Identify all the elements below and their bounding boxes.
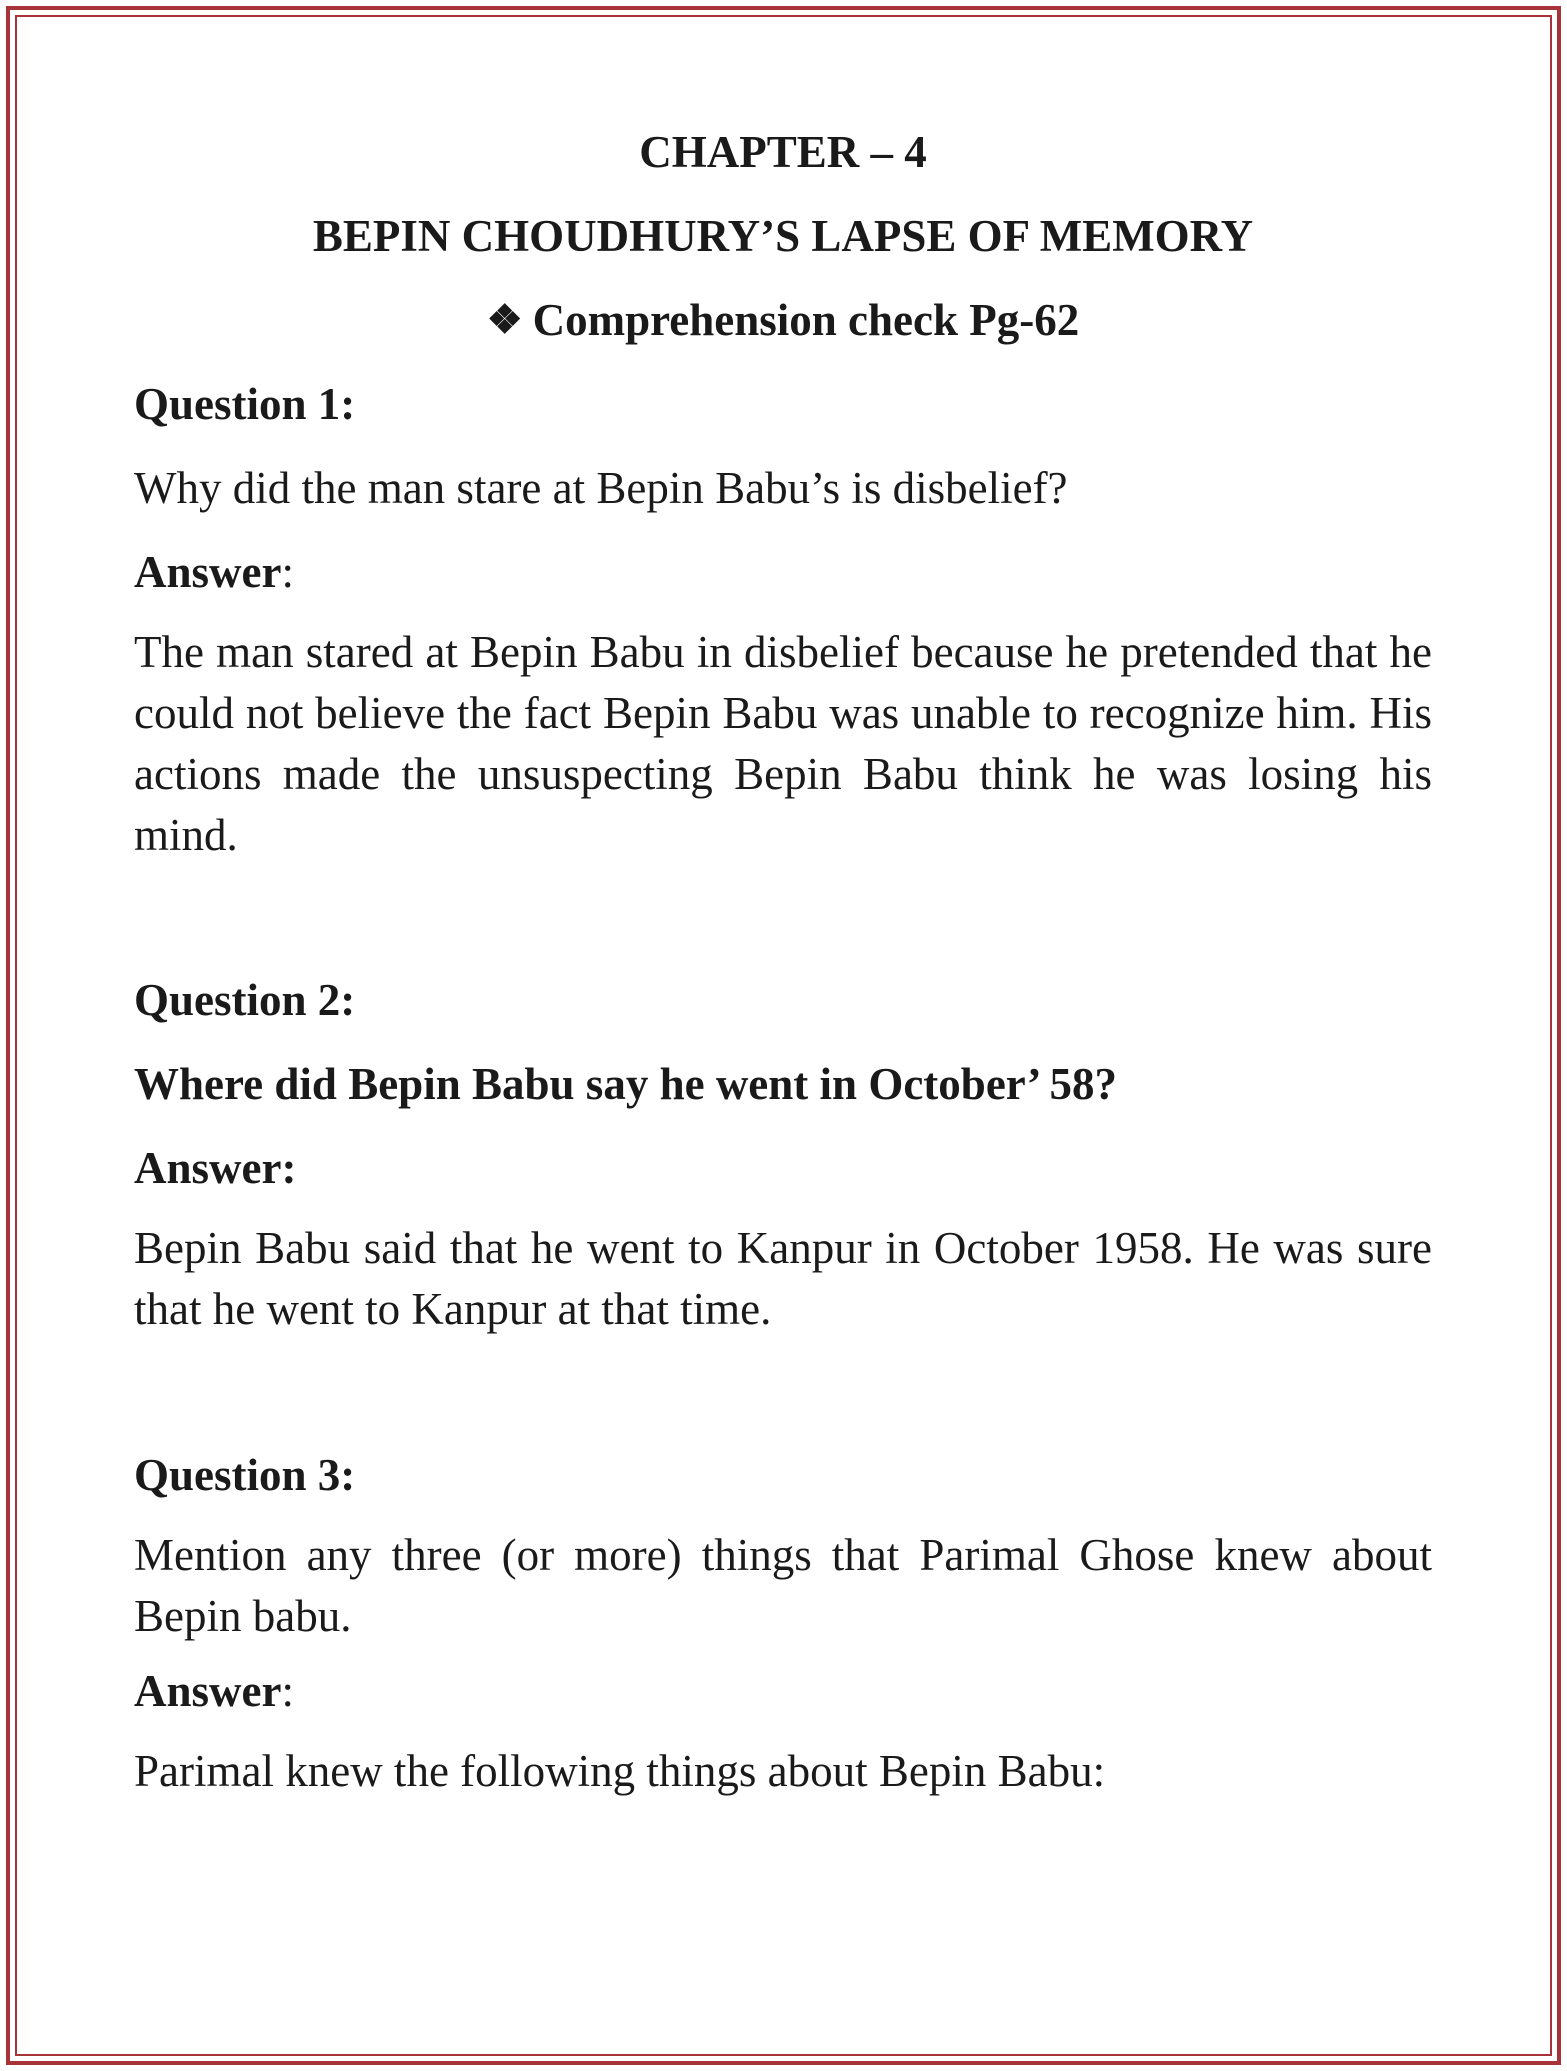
question-block-1 — [134, 379, 1432, 866]
question-label: Question 1: — [134, 379, 356, 429]
question-label: Question 3: — [134, 1450, 356, 1500]
answer-text: Bepin Babu said that he went to Kanpur in October 1958. He was sure that he went to Kanpur at that time. — [134, 1223, 1432, 1334]
diamond-bullet-icon: ❖ — [486, 297, 523, 342]
section-heading-text: Comprehension check Pg-62 — [532, 295, 1080, 345]
question-block-3 — [134, 1450, 1432, 1802]
section-heading — [134, 295, 1432, 382]
chapter-title: CHAPTER – 4 — [639, 127, 927, 177]
answer-label-text: Answer — [134, 1666, 282, 1716]
spacer — [134, 1340, 1432, 1453]
answer-text: The man stared at Bepin Babu in disbelief because he pretended that he could not believe the fact Bepin Babu was unable to recognize him. His actions made the unsuspecting Bepin Babu think he was losing his mind. — [134, 627, 1432, 860]
document-content — [134, 127, 1432, 1802]
spacer — [134, 866, 1432, 978]
answer-label-colon: : — [281, 1666, 294, 1716]
question-text: Mention any three (or more) things that Parimal Ghose knew about Bepin babu. — [134, 1530, 1432, 1641]
answer-text: Parimal knew the following things about Bepin Babu: — [134, 1746, 1106, 1796]
question-label: Question 2: — [134, 975, 356, 1025]
question-block-2 — [134, 975, 1432, 1340]
question-text: Where did Bepin Babu say he went in October’ 58? — [134, 1059, 1117, 1109]
question-text: Why did the man stare at Bepin Babu’s is disbelief? — [134, 463, 1068, 513]
chapter-subtitle: BEPIN CHOUDHURY’S LAPSE OF MEMORY — [312, 211, 1254, 261]
answer-label: Answer: — [134, 1143, 297, 1193]
answer-label-colon: : — [281, 547, 294, 597]
answer-label-text: Answer — [134, 547, 282, 597]
